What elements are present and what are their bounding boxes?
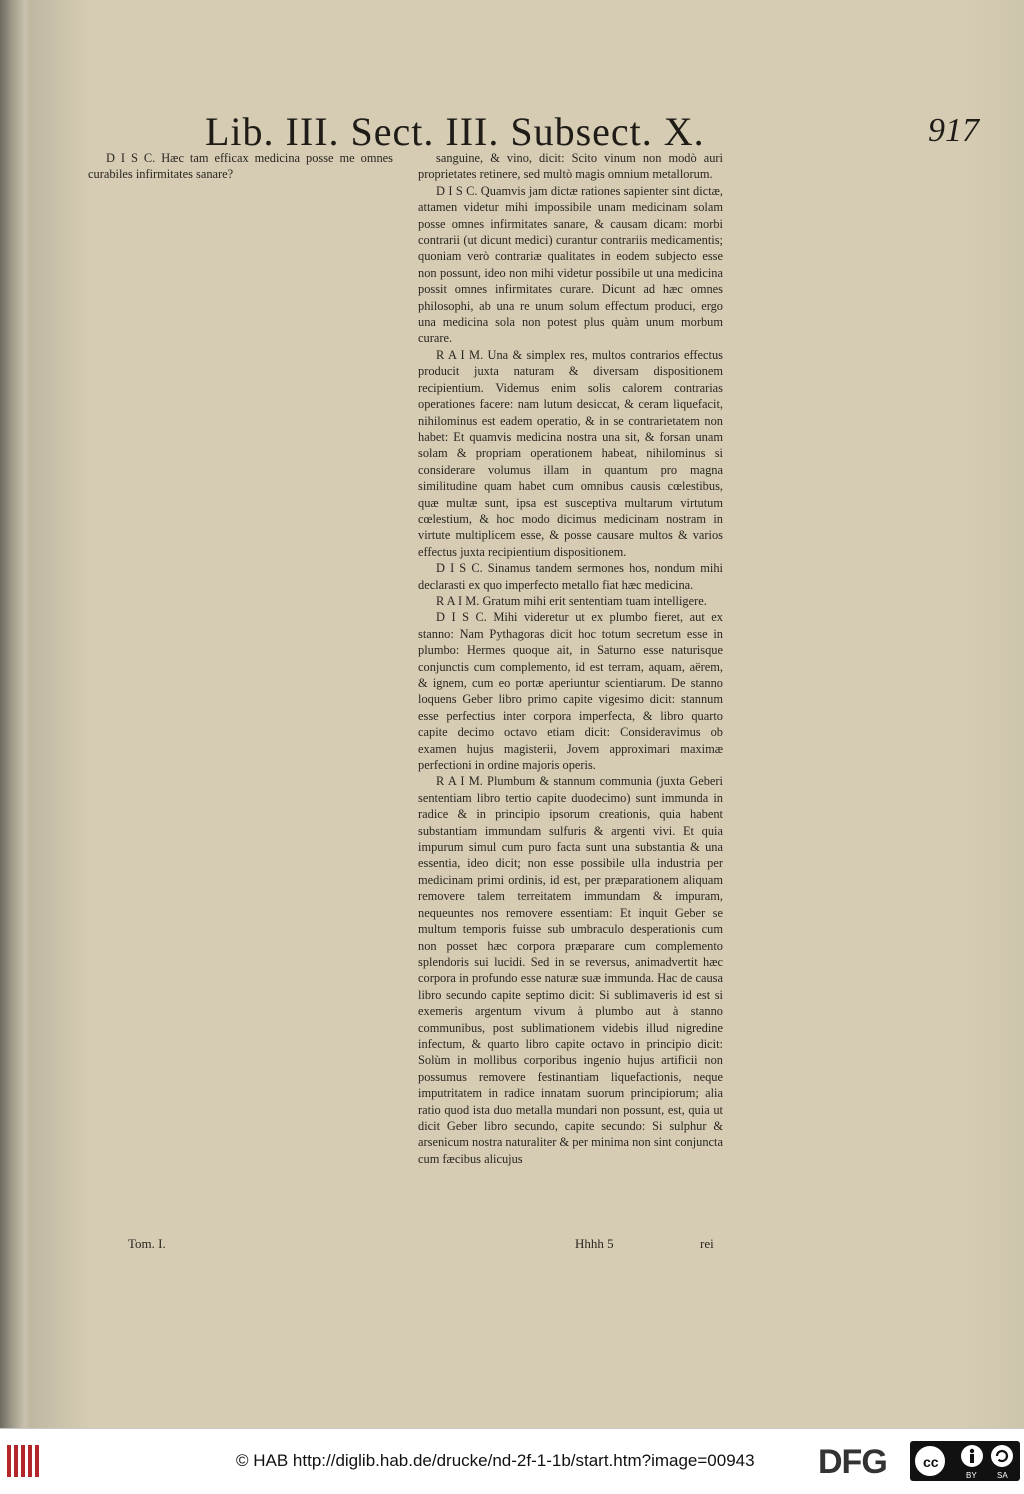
viewer-footer bbox=[0, 1428, 1024, 1494]
sa-label: SA bbox=[997, 1471, 1008, 1480]
paragraph: D I S C. Hæc tam efficax medicina posse me omnes curabiles infirmitates sanare? bbox=[88, 151, 393, 182]
running-head: Lib. III. Sect. III. Subsect. X. bbox=[205, 109, 705, 154]
dfg-logo[interactable]: DFG bbox=[818, 1443, 887, 1481]
paragraph: R A I M. Gratum mihi erit sententiam tuam intelligere. bbox=[436, 593, 707, 608]
catchword: rei bbox=[700, 1236, 714, 1251]
left-column bbox=[88, 150, 393, 1250]
page-number: 917 bbox=[928, 112, 979, 149]
copyright-link[interactable]: © HAB http://diglib.hab.de/drucke/nd-2f-1-1b/start.htm?image=00943 bbox=[236, 1451, 755, 1470]
by-label: BY bbox=[966, 1471, 977, 1480]
paragraph: R A I M. Una & simplex res, multos contrarios effectus producit juxta naturam & diversam dispositionem recipientium. Videmus enim solis calorem contrarias operationes facere: nam lutum desiccat, & ceram liquefacit, nihilominus est eadem operatio, & in se contrarietatem non habet: Et quamvis medicina nostra una sit, & forsan unam solam & propriam operationem habeat, nihilominus si considerare volumus illam in quantum pro magna similitudine quam habet cum omnibus causis cœlestibus, quæ multæ sunt, ipsa est susceptiva multarum virtutum cœlestium, & hoc modo dicimus medicinam nostram in virtute multiplicem esse, & posse causare multos & varios effectus juxta recipientium dispositionem. bbox=[418, 347, 723, 559]
cc-license-badge[interactable] bbox=[910, 1441, 1020, 1481]
paragraph: D I S C. Quamvis jam dictæ rationes sapienter sint dictæ, attamen videtur mihi impossibile unam medicinam solam posse omnes infirmitates sanare, & causam dicam: morbi contrarii (ut dicunt medici) curantur contrariis medicamentis; quoniam verò contrariæ qualitates in eodem subjecto esse non possunt, ideo non mihi videtur possibile ut una medicina possit omnes infirmitates curare. Dicunt ad hæc omnes philosophi, ab una re unum solum effectum produci, ergo una medicina sola non potest plus quàm unum morbum curare. bbox=[418, 183, 723, 346]
hab-logo-icon[interactable] bbox=[6, 1441, 40, 1481]
paragraph: D I S C. Mihi videretur ut ex plumbo fieret, aut ex stanno: Nam Pythagoras dicit hoc totum secretum esse in plumbo: Hermes quoque ait, in Saturno esse naturisque conjunctis cum complemento, id est terram, aquam, aërem, & ignem, cum eo portæ aperiuntur scientiarum. De stanno loquens Geber libro primo capite vigesimo dicit: stannum esse perfectius inter corpora imperfecta, & libro quarto capite decimo octavo etiam dicit: Consideravimus ob examen hujus magisterii, Jovem approximari maximæ perfectioni in ordine majoris operis. bbox=[418, 610, 723, 773]
cc-icon: cc bbox=[923, 1454, 939, 1470]
paragraph: R A I M. Plumbum & stannum communia (juxta Geberi sententiam libro tertio capite duodecimo) sunt immunda in radice & in principio ipsorum creationis, quia habent substantiam immundam sulfuris & argenti vivi. Et quia impurum simul cum puro facta sunt una substantia & una essentia, ideo dicit; non esse possibile ulla industria per medicinam primi ordinis, id est, per præparationem aliquam removere talem terreitatem immundam & impuram, nequeuntes nos removere essentiam: Et inquit Geber se multum temporis fuisse sub umbraculo desperationis cum non posset hæc corpora præparare cum complemento splendoris sui lucidi. Sed in se reversus, animadvertit hæc corpora in profundo esse naturæ suæ immunda. Hac de causa libro secundo capite septimo dicit: Si sublimaveris id est si exemeris argentum vivum à plumbo aut à stanno communibus, post sublimationem videbis illud nigredine infectum, & quarto libro capite octavo in principio dicit: Solùm in mollibus corporibus ingenio hujus artificii non possumus removere festinantiam liquefactionis, neque imputritatem in radice innatam suorum principiorum; alia ratio quod ista duo metalla mundari non possunt, est, quia ut dicit Geber libro secundo, capite secundo: Si sulphur & arsenicum nostra naturaliter & per minima non sint conjuncta cum fæcibus alicujus bbox=[418, 774, 723, 1166]
paragraph: sanguine, & vino, dicit: Scito vinum non modò auri proprietates retinere, sed multò magis omnium metallorum. bbox=[418, 151, 723, 182]
signature-mark: Hhhh 5 bbox=[575, 1236, 614, 1251]
right-column bbox=[418, 150, 723, 1238]
volume-mark: Tom. I. bbox=[128, 1236, 166, 1251]
paragraph: D I S C. Sinamus tandem sermones hos, nondum mihi declarasti ex quo imperfecto metallo fiat hæc medicina. bbox=[418, 561, 723, 592]
